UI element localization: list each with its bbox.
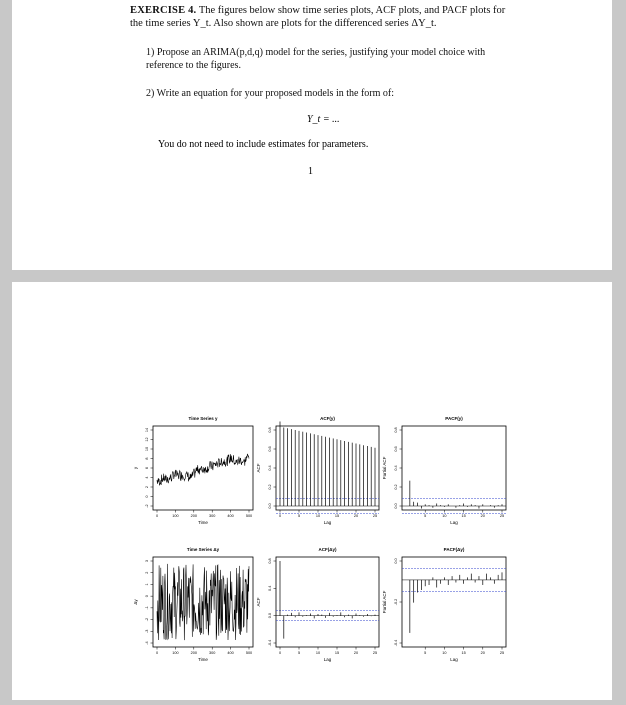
- x-tick-label-1-3: 15: [334, 514, 340, 518]
- x-tick-label-4-1: 5: [297, 651, 301, 655]
- chart-title-3: Time Series Δy: [186, 547, 220, 552]
- chart-title-2: PACF(y): [445, 416, 463, 421]
- y-tick-label-0-5: 8: [145, 457, 149, 460]
- x-tick-label-3-4: 400: [227, 651, 234, 655]
- series-line-0: [157, 454, 249, 485]
- y-tick-label-0-3: 4: [145, 476, 149, 479]
- y-tick-label-0-0: -2: [145, 504, 149, 508]
- x-tick-label-4-4: 20: [353, 651, 359, 655]
- y-axis-label-3: Δy: [133, 599, 138, 605]
- y-tick-label-0-7: 12: [145, 437, 149, 442]
- y-tick-label-5-2: 0.0: [394, 558, 398, 564]
- y-axis-label-4: ACF: [256, 597, 261, 607]
- x-tick-label-0-5: 500: [245, 514, 253, 518]
- question-1: [146, 46, 506, 72]
- question-2-text: Write an equation for your proposed models in the form of:: [156, 88, 394, 99]
- x-tick-label-1-2: 10: [315, 514, 321, 518]
- y-tick-label-3-1: -3: [145, 629, 149, 633]
- x-tick-label-3-3: 300: [209, 651, 216, 655]
- x-tick-label-4-0: 0: [278, 651, 282, 655]
- question-2: [146, 87, 506, 100]
- y-tick-label-0-8: 14: [145, 427, 149, 433]
- y-tick-label-4-3: 0.8: [268, 558, 272, 564]
- y-axis-label-0: y: [133, 466, 138, 470]
- y-tick-label-2-4: 0.8: [394, 427, 398, 433]
- x-tick-label-3-2: 200: [190, 651, 197, 655]
- x-tick-label-4-2: 10: [315, 651, 321, 655]
- chart-title-0: Time Series y: [188, 416, 218, 421]
- question-2-number: 2): [146, 88, 155, 99]
- y-tick-label-0-6: 10: [145, 446, 149, 452]
- y-axis-label-2: Partial ACF: [382, 456, 387, 480]
- y-tick-label-0-2: 2: [145, 485, 149, 489]
- model-equation: Y_t = ...: [307, 114, 340, 125]
- y-tick-label-0-4: 6: [145, 466, 149, 470]
- y-tick-label-2-2: 0.4: [394, 465, 398, 471]
- x-tick-label-1-5: 25: [372, 514, 378, 518]
- y-tick-label-5-0: -0.4: [394, 639, 398, 647]
- y-tick-label-2-0: 0.0: [394, 503, 398, 509]
- question-1-number: 1): [146, 47, 155, 58]
- x-axis-label-3: Time: [198, 657, 208, 662]
- x-tick-label-5-2: 15: [461, 651, 466, 655]
- y-tick-label-3-4: 0: [145, 595, 149, 598]
- x-tick-label-3-0: 0: [155, 651, 159, 655]
- y-tick-label-2-1: 0.2: [394, 484, 398, 490]
- x-tick-label-0-1: 100: [172, 514, 179, 518]
- figure-panel-grid: [12, 282, 612, 700]
- x-tick-label-2-0: 5: [424, 514, 427, 518]
- x-tick-label-2-3: 20: [480, 514, 485, 518]
- y-tick-label-0-1: 0: [145, 495, 149, 498]
- x-tick-label-2-2: 15: [461, 514, 466, 518]
- y-axis-label-5: Partial ACF: [382, 590, 387, 614]
- x-axis-label-2: Lag: [450, 520, 458, 525]
- x-tick-label-3-5: 500: [245, 651, 253, 655]
- x-axis-label-1: Lag: [323, 520, 332, 525]
- y-tick-label-3-7: 3: [145, 559, 149, 563]
- chart-title-4: ACF(Δy): [318, 547, 337, 552]
- y-tick-label-1-3: 0.6: [268, 446, 272, 452]
- y-tick-label-4-2: 0.4: [268, 585, 272, 591]
- series-line-3: [157, 564, 249, 640]
- document-page-2: [12, 282, 612, 700]
- page-number: 1: [308, 166, 313, 177]
- x-tick-label-4-5: 25: [372, 651, 378, 655]
- x-tick-label-0-3: 300: [209, 514, 216, 518]
- y-tick-label-3-5: 1: [145, 583, 149, 586]
- x-tick-label-5-1: 10: [442, 651, 447, 655]
- x-tick-label-4-3: 15: [334, 651, 340, 655]
- x-tick-label-5-4: 25: [499, 651, 505, 655]
- plot-frame-4: [276, 557, 379, 647]
- x-axis-label-0: Time: [198, 520, 208, 525]
- question-1-text: Propose an ARIMA(p,d,q) model for the series, justifying your model choice with reference to the figures.: [146, 47, 486, 71]
- y-tick-label-1-0: 0.0: [268, 503, 272, 509]
- exercise-intro: The figures below show time series plots, ACF plots, and PACF plots for the time series Y_t. Also shown are plots for the differenced series ΔY_t.: [130, 5, 506, 29]
- y-axis-label-1: ACF: [256, 463, 261, 473]
- x-axis-label-5: Lag: [450, 657, 458, 662]
- y-tick-label-3-6: 2: [145, 571, 149, 574]
- y-tick-label-2-3: 0.6: [394, 446, 398, 452]
- y-tick-label-1-1: 0.2: [268, 484, 272, 490]
- y-tick-label-5-1: -0.2: [394, 598, 398, 606]
- x-tick-label-1-0: 0: [278, 514, 282, 518]
- exercise-statement: [130, 4, 510, 30]
- y-tick-label-3-2: -2: [145, 617, 149, 622]
- x-tick-label-5-3: 20: [480, 651, 485, 655]
- y-tick-label-4-1: 0.0: [268, 613, 272, 619]
- exercise-label: EXERCISE 4.: [130, 5, 197, 16]
- x-tick-label-1-1: 5: [297, 514, 301, 518]
- y-tick-label-1-4: 0.8: [268, 427, 272, 433]
- y-tick-label-4-0: -0.4: [268, 639, 272, 647]
- chart-title-5: PACF(Δy): [443, 547, 465, 552]
- x-axis-label-4: Lag: [323, 657, 332, 662]
- x-tick-label-0-2: 200: [190, 514, 197, 518]
- x-tick-label-2-1: 10: [442, 514, 447, 518]
- chart-title-1: ACF(y): [320, 416, 335, 421]
- plot-frame-5: [402, 557, 506, 647]
- x-tick-label-0-4: 400: [227, 514, 234, 518]
- x-tick-label-5-0: 5: [424, 651, 427, 655]
- parameters-note: You do not need to include estimates for parameters.: [158, 139, 369, 150]
- y-tick-label-3-0: -4: [145, 641, 149, 645]
- x-tick-label-3-1: 100: [172, 651, 179, 655]
- y-tick-label-3-3: -1: [145, 606, 149, 610]
- y-tick-label-1-2: 0.4: [268, 465, 272, 471]
- x-tick-label-1-4: 20: [353, 514, 359, 518]
- x-tick-label-2-4: 25: [499, 514, 505, 518]
- document-page-1: [12, 0, 612, 270]
- plot-frame-2: [402, 426, 506, 510]
- x-tick-label-0-0: 0: [155, 514, 159, 518]
